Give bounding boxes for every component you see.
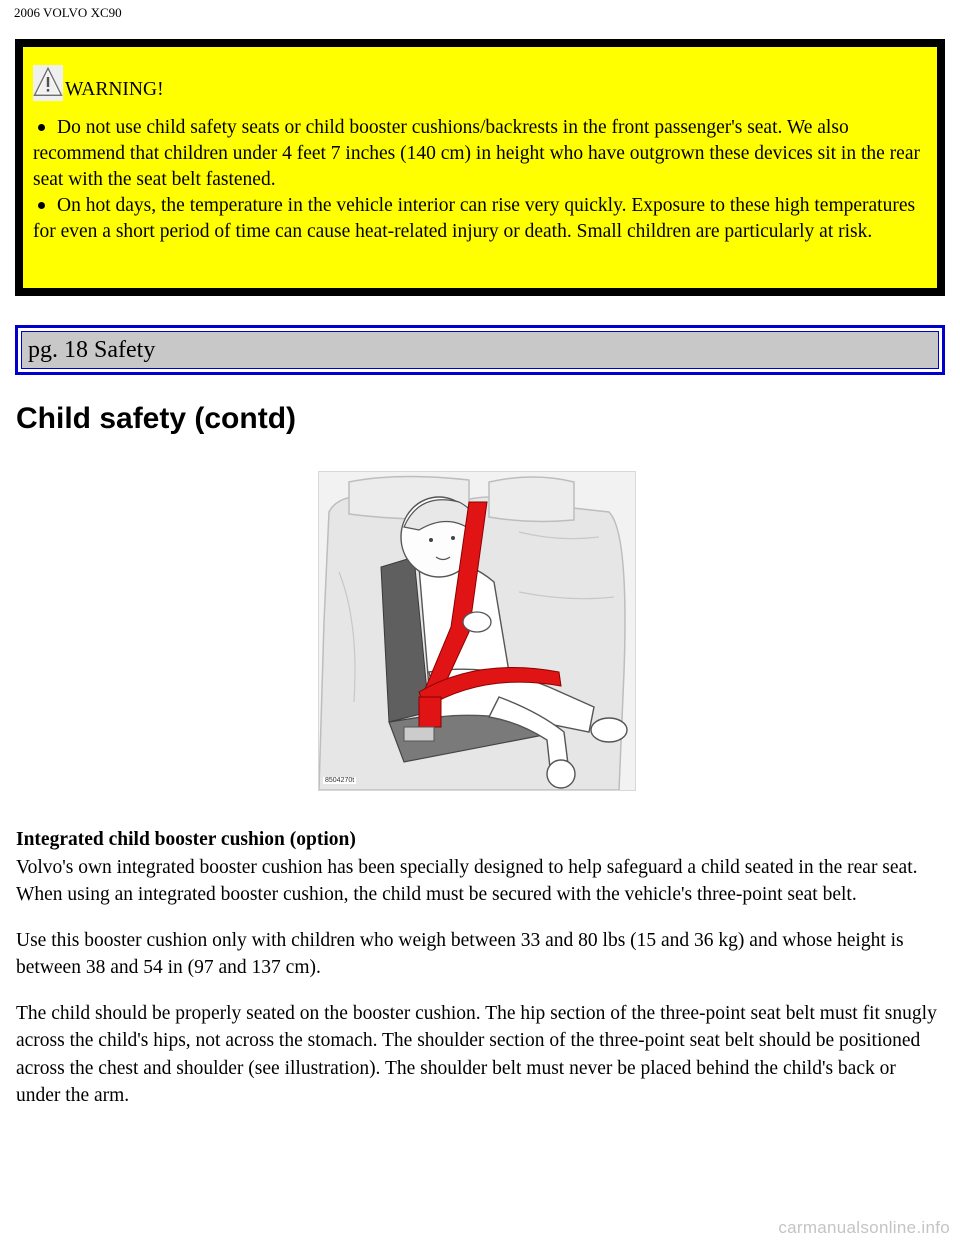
figure-code-label: 8504270t bbox=[325, 777, 355, 784]
warning-triangle-icon bbox=[33, 65, 63, 101]
warning-bullet-item bbox=[33, 115, 927, 193]
section-title: Child safety (contd) bbox=[16, 402, 297, 435]
page-section-bar bbox=[15, 325, 945, 375]
child-in-booster-seat-drawing bbox=[319, 472, 635, 790]
page-section-label: pg. 18 Safety bbox=[21, 331, 939, 369]
bullet-dot-icon bbox=[38, 124, 45, 131]
warning-bullet-text: Do not use child safety seats or child booster cushions/backrests in the front passenger's seat. We also recommend that children under 4 feet 7 inches (140 cm) in height who have outgrown these devices sit in the rear seat with the seat belt fastened. bbox=[33, 117, 920, 190]
warning-heading bbox=[33, 57, 927, 101]
bullet-dot-icon bbox=[38, 202, 45, 209]
document-header-title: 2006 VOLVO XC90 bbox=[14, 5, 122, 20]
body-text bbox=[16, 826, 944, 1128]
warning-bullet-item bbox=[33, 193, 927, 245]
subheading: Integrated child booster cushion (option) bbox=[16, 829, 356, 850]
paragraph: Use this booster cushion only with children who weigh between 33 and 80 lbs (15 and 36 kg) and whose height is between 38 and 54 in (97 and 137 cm). bbox=[16, 929, 904, 978]
intro-paragraph bbox=[16, 826, 944, 909]
warning-bullet-text: On hot days, the temperature in the vehicle interior can rise very quickly. Exposure to these high temperatures for even a short period of time can cause heat-related injury or death. Small children are particularly at risk. bbox=[33, 195, 916, 242]
warning-label: WARNING! bbox=[65, 79, 164, 100]
booster-cushion-illustration bbox=[318, 471, 636, 791]
warning-box-inner bbox=[21, 45, 939, 290]
paragraph: The child should be properly seated on the booster cushion. The hip section of the three-point seat belt must fit snugly across the child's hips, not across the stomach. The shoulder section of the three-point seat belt should be positioned across the chest and shoulder (see illustration). The shoulder belt must never be placed behind the child's back or under the arm. bbox=[16, 1002, 937, 1106]
paragraph-text: Volvo's own integrated booster cushion has been specially designed to help safeguard a child seated in the rear seat. When using an integrated booster cushion, the child must be secured with the vehicle's three-point seat belt. bbox=[16, 856, 918, 905]
warning-box bbox=[15, 39, 945, 296]
watermark: carmanualsonline.info bbox=[778, 1218, 950, 1237]
